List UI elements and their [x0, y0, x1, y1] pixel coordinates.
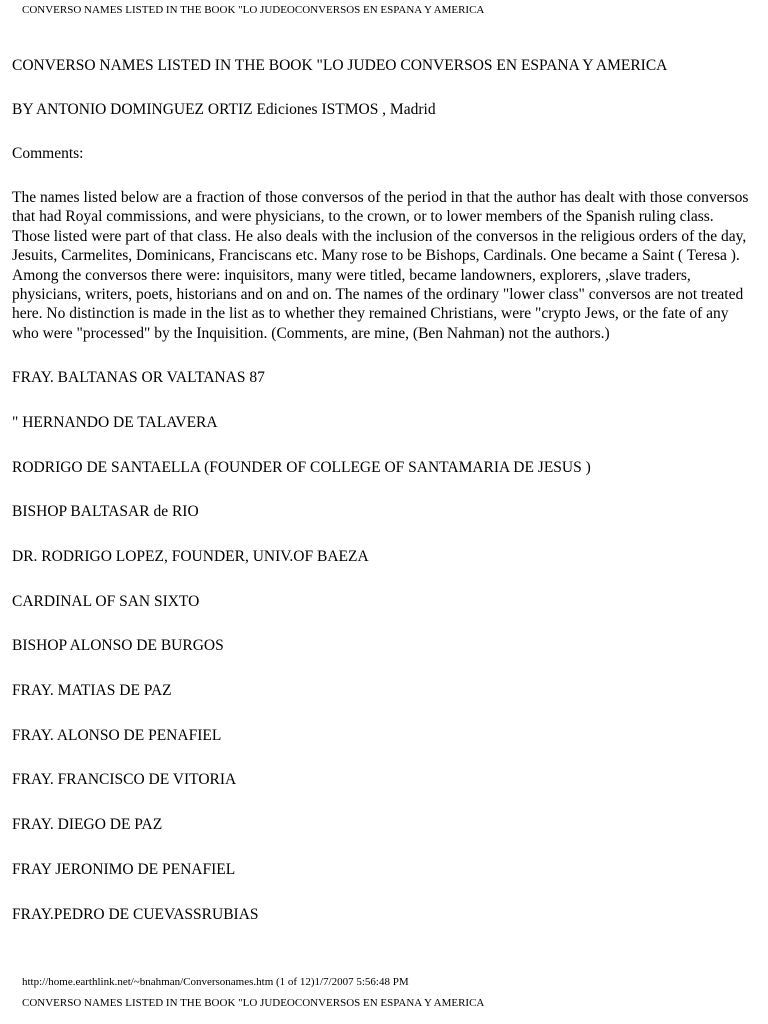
list-item: BISHOP ALONSO DE BURGOS [12, 637, 224, 655]
comments-paragraph: The names listed below are a fraction of those conversos of the period in that the author has dealt with those conversos that had Royal commissions, and were physicians, to the crown, or to lower members of the Spanish ruling class. Those listed were part of that class. He also deals with the inclusion of the conversos in the religious orders of the day, Jesuits, Carmelites, Dominicans, Franciscans etc. Many rose to be Bishops, Cardinals. One became a Saint ( Teresa ). Among the conversos there were: inquisitors, many were titled, became landowners, explorers, ,slave traders, physicians, writers, poets, historians and on and on. The names of the ordinary "lower class" conversos are not treated here. No distinction is made in the list as to whether they remained Christians, were "crypto Jews, or the fate of any who were "processed" by the Inquisition. (Comments, are mine, (Ben Nahman) not the authors.) [12, 189, 749, 342]
list-item: FRAY. BALTANAS OR VALTANAS 87 [12, 369, 265, 387]
document-title: CONVERSO NAMES LISTED IN THE BOOK "LO JUDEO CONVERSOS EN ESPANA Y AMERICA [12, 57, 668, 74]
comments-label: Comments: [12, 145, 84, 162]
list-item: CARDINAL OF SAN SIXTO [12, 592, 200, 610]
converso-name-list [12, 368, 752, 949]
list-item: FRAY. MATIAS DE PAZ [12, 682, 172, 700]
list-item: FRAY JERONIMO DE PENAFIEL [12, 860, 236, 878]
list-item: FRAY. DIEGO DE PAZ [12, 816, 163, 834]
list-item: RODRIGO DE SANTAELLA (FOUNDER OF COLLEGE OF SANTAMARIA DE JESUS ) [12, 458, 591, 476]
list-item: FRAY.PEDRO DE CUEVASSRUBIAS [12, 905, 259, 923]
list-item: FRAY. FRANCISCO DE VITORIA [12, 771, 237, 789]
running-header-top: CONVERSO NAMES LISTED IN THE BOOK "LO JUDEOCONVERSOS EN ESPANA Y AMERICA [22, 4, 485, 16]
running-header-bottom: CONVERSO NAMES LISTED IN THE BOOK "LO JUDEOCONVERSOS EN ESPANA Y AMERICA [22, 997, 485, 1009]
list-item: FRAY. ALONSO DE PENAFIEL [12, 726, 222, 744]
byline: BY ANTONIO DOMINGUEZ ORTIZ Ediciones ISTMOS , Madrid [12, 101, 436, 118]
list-item: DR. RODRIGO LOPEZ, FOUNDER, UNIV.OF BAEZA [12, 548, 369, 565]
list-item: " HERNANDO DE TALAVERA [12, 413, 218, 431]
page-footer-url[interactable]: http://home.earthlink.net/~bnahman/Conversonames.htm (1 of 12)1/7/2007 5:56:48 PM [22, 976, 409, 988]
document-body [12, 56, 752, 949]
list-item: BISHOP BALTASAR de RIO [12, 503, 199, 521]
